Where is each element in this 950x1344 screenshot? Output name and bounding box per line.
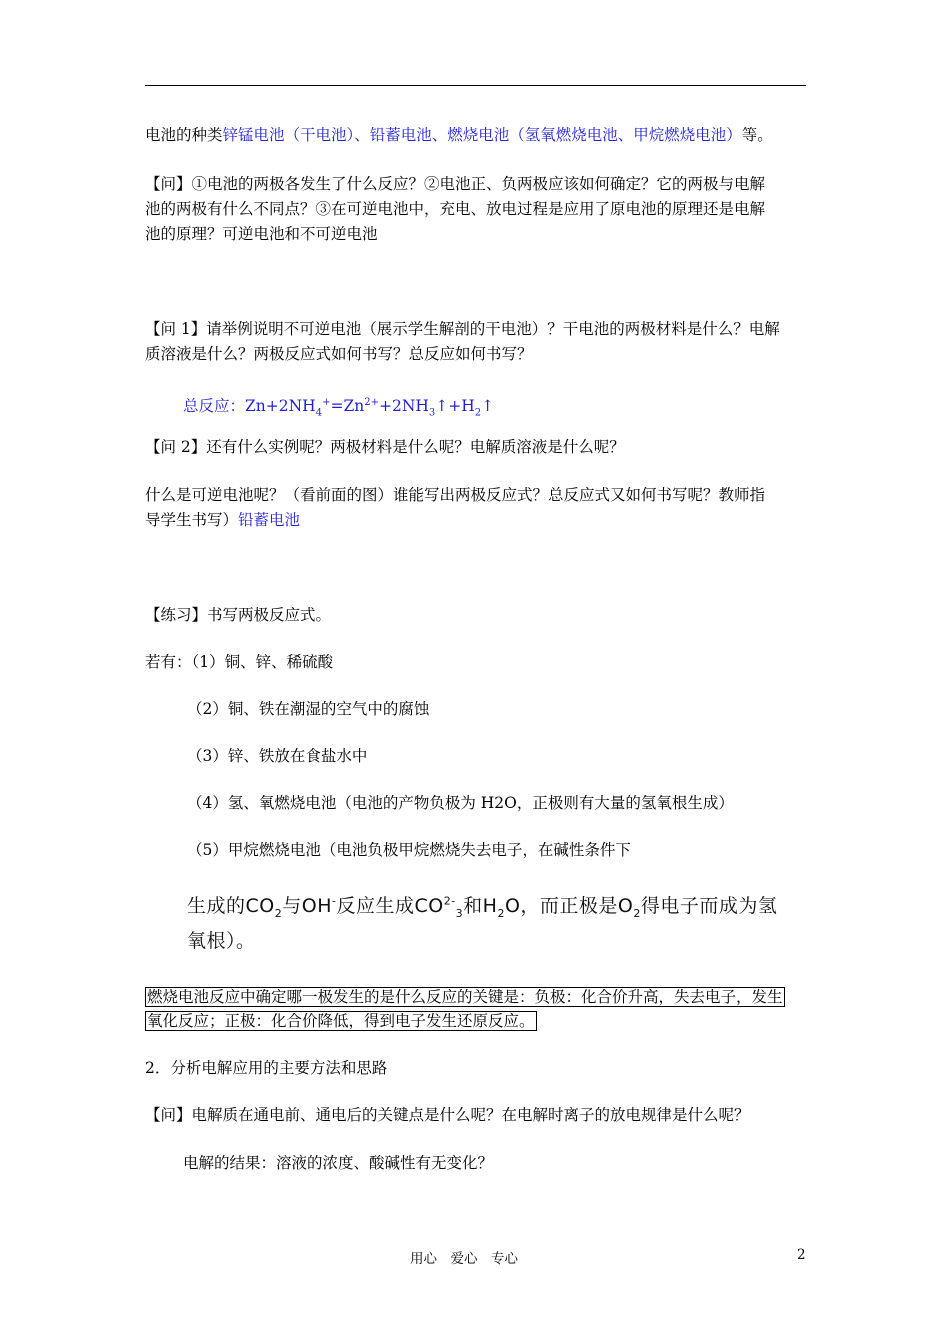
hand-part: 反应生成CO xyxy=(336,895,444,917)
reaction-sub: 3 xyxy=(428,407,436,419)
hand-part: 生成的CO xyxy=(187,895,275,917)
hand-sub: 2 xyxy=(633,906,641,920)
reaction-sup: + xyxy=(322,397,331,408)
reaction-sub: 4 xyxy=(315,407,323,419)
hand-sub: 3 xyxy=(455,906,464,920)
reversible-line1: 什么是可逆电池呢？（看前面的图）谁能写出两极反应式？总反应式又如何书写呢？教师指 xyxy=(145,486,766,504)
battery-types-suffix: 等。 xyxy=(741,126,773,144)
question-1-line2: 质溶液是什么？两极反应式如何书写？总反应如何书写？ xyxy=(145,345,533,363)
battery-types-paragraph xyxy=(145,123,806,148)
hand-sup: 2- xyxy=(443,894,456,908)
hand-part: 得电子而成为氢 xyxy=(640,895,778,917)
total-reaction-equation xyxy=(183,390,844,425)
hand-sup: - xyxy=(331,894,337,908)
practice-item-3: （3）锌、铁放在食盐水中 xyxy=(187,747,368,765)
hand-sub: 2 xyxy=(274,906,283,920)
hand-part: O，而正极是O xyxy=(504,895,634,917)
key-point-line1: 燃烧电池反应中确定哪一极发生的是什么反应的关键是：负极：化合价升高，失去电子，发生 xyxy=(147,988,783,1006)
battery-types-list: 锌锰电池（干电池）、铅蓄电池、燃烧电池（氢氧燃烧电池、甲烷燃烧电池） xyxy=(222,126,742,144)
reaction-part: +2NH xyxy=(378,397,429,416)
reaction-sub: 2 xyxy=(474,407,482,419)
reaction-part: ↑ xyxy=(481,397,495,416)
key-point-line2: 氧化反应；正极：化合价降低，得到电子发生还原反应。 xyxy=(147,1012,535,1030)
practice-item-4: （4）氢、氧燃烧电池（电池的产物负极为 H2O，正极则有大量的氢氧根生成） xyxy=(187,794,734,812)
battery-types-prefix: 电池的种类 xyxy=(145,126,223,144)
section-2-title: 2．分析电解应用的主要方法和思路 xyxy=(145,1059,388,1077)
practice-title: 【练习】书写两极反应式。 xyxy=(145,606,332,624)
reversible-line2-text: 导学生书写） xyxy=(145,511,239,529)
reaction-sup: 2+ xyxy=(364,397,379,408)
practice-item-5: （5）甲烷燃烧电池（电池负极甲烷燃烧失去电子，在碱性条件下 xyxy=(187,841,631,859)
practice-item-2: （2）铜、铁在潮湿的空气中的腐蚀 xyxy=(187,700,430,718)
question-1-line1: 【问 1】请举例说明不可逆电池（展示学生解剖的干电池）？干电池的两极材料是什么？电解 xyxy=(145,320,780,338)
reaction-part: =Zn xyxy=(330,397,365,416)
key-point-box xyxy=(145,985,806,1033)
handwritten-note-line2: 氧根）。 xyxy=(187,930,256,952)
header-rule xyxy=(145,85,806,86)
reaction-label: 总反应： xyxy=(183,397,246,416)
handwritten-note-line1 xyxy=(187,891,777,920)
reversible-line2 xyxy=(145,508,806,533)
page-number: 2 xyxy=(797,1247,806,1263)
question-3-line1: 【问】电解质在通电前、通电后的关键点是什么呢？在电解时离子的放电规律是什么呢？ xyxy=(145,1106,750,1124)
hand-part: 与OH xyxy=(282,895,332,917)
footer-motto: 用心 爱心 专心 xyxy=(410,1251,518,1267)
question-main-line1: 【问】①电池的两极各发生了什么反应？②电池正、负两极应该如何确定？它的两极与电解 xyxy=(145,175,766,193)
reaction-part: ↑+H xyxy=(435,397,475,416)
reaction-part: Zn+2NH xyxy=(245,397,316,416)
question-main-line3: 池的原理？可逆电池和不可逆电池 xyxy=(145,225,378,243)
lead-battery-label: 铅蓄电池 xyxy=(238,511,301,529)
electrolysis-result-line: 电解的结果：溶液的浓度、酸碱性有无变化？ xyxy=(183,1154,494,1172)
hand-sub: 2 xyxy=(497,906,505,920)
question-2-line1: 【问 2】还有什么实例呢？两极材料是什么呢？电解质溶液是什么呢？ xyxy=(145,438,625,456)
hand-part: 和H xyxy=(463,895,498,917)
practice-item-1: 若有：（1）铜、锌、稀硫酸 xyxy=(145,653,334,671)
question-main-line2: 池的两极有什么不同点？③在可逆电池中，充电、放电过程是应用了原电池的原理还是电解 xyxy=(145,200,766,218)
